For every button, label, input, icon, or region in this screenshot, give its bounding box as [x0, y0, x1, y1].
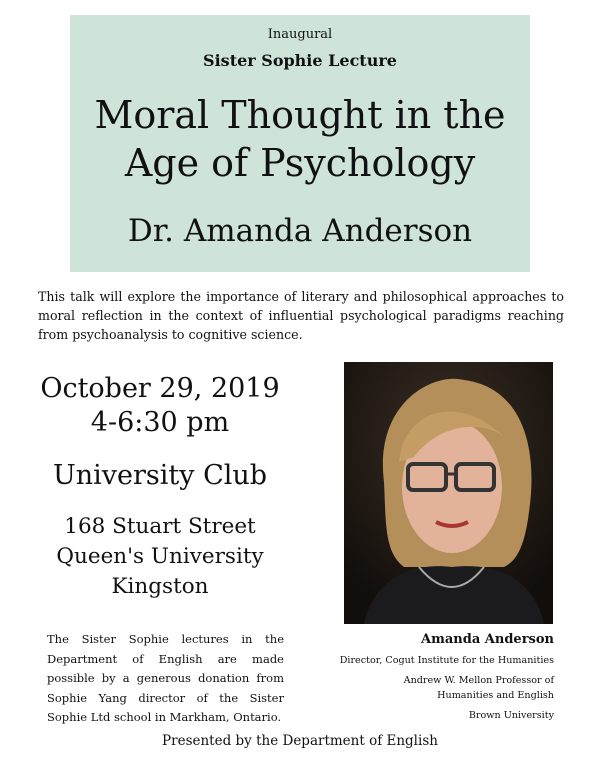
speaker-name: Dr. Amanda Anderson: [127, 213, 473, 249]
kicker: Inaugural: [267, 27, 333, 42]
title-line-1: Moral Thought in the: [94, 93, 506, 137]
title-line-2: Age of Psychology: [124, 141, 476, 185]
speaker-bio: [304, 632, 554, 723]
speaker-photo: [344, 362, 553, 624]
lecture-title: [70, 91, 530, 187]
event-address: [20, 512, 300, 602]
bio-role: Andrew W. Mellon Professor of: [403, 675, 554, 686]
bio-institution: Brown University: [468, 710, 554, 721]
event-time: 4-6:30 pm: [90, 407, 230, 438]
bio-name: Amanda Anderson: [421, 632, 554, 647]
event-datetime: [20, 372, 300, 440]
funding-note: The Sister Sophie lectures in the Department of English are made possible by a generous donation from Sophie Yang director of the Sister Sophie Ltd school in Markham, Ontario.: [47, 632, 284, 724]
presenter-footer: Presented by the Department of English: [162, 733, 438, 749]
title-banner: [70, 15, 530, 272]
bio-role: Director, Cogut Institute for the Humanities: [339, 655, 554, 666]
address-line: 168 Stuart Street: [64, 514, 256, 539]
lecture-series: Sister Sophie Lecture: [203, 51, 397, 70]
event-venue: University Club: [52, 460, 268, 491]
talk-description: This talk will explore the importance of literary and philosophical approaches to moral reflection in the context of influential psychological paradigms reaching from psychoanalysis to cognitive science.: [38, 289, 564, 342]
bio-role: Humanities and English: [437, 690, 554, 701]
address-line: Kingston: [111, 574, 209, 599]
event-date: October 29, 2019: [40, 373, 280, 404]
address-line: Queen's University: [56, 544, 264, 569]
